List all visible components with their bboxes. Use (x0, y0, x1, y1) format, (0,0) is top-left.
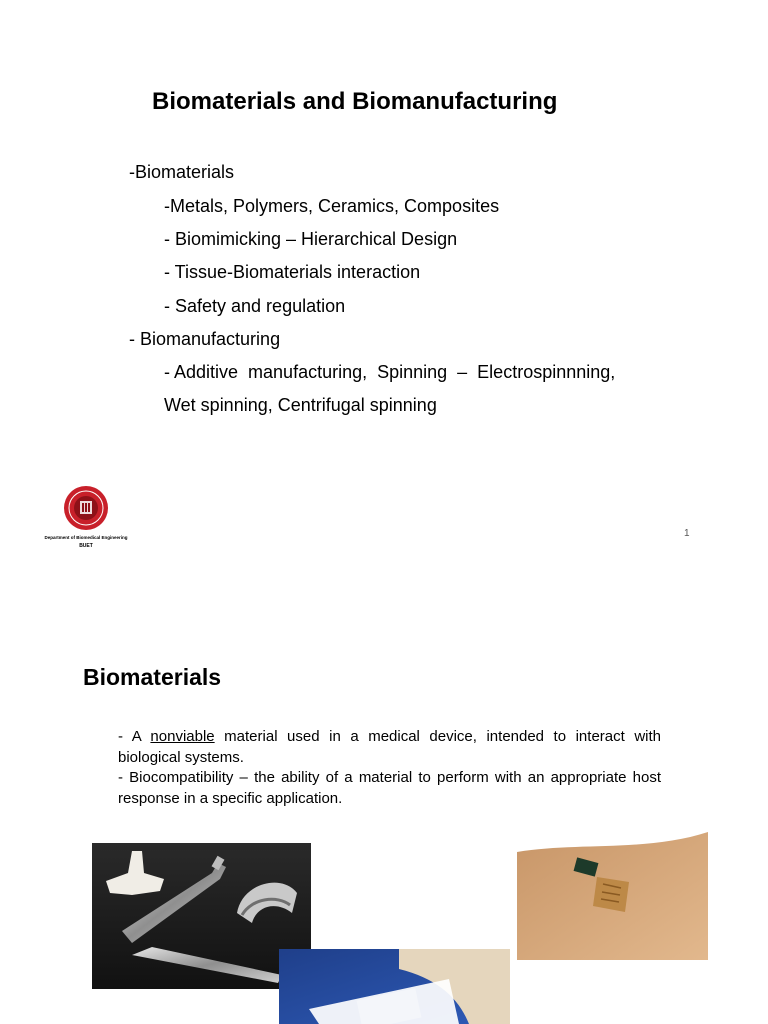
logo-department-text: Department of Biomedical Engineering (44, 535, 128, 540)
logo-buet-text: BUET (79, 543, 93, 549)
definition-paragraph (118, 726, 661, 768)
bullet-wet-spinning: Wet spinning, Centrifugal spinning (164, 395, 437, 415)
nonviable-term: nonviable (150, 728, 215, 745)
bullet-biomaterials: -Biomaterials (129, 162, 235, 182)
bullet-additive-manufacturing: - Additive manufacturing, Spinning – Electrospinnning, (164, 362, 616, 382)
definition-prefix: - A (118, 728, 151, 745)
section-title: Biomaterials (83, 664, 222, 690)
biocompatibility-paragraph: - Biocompatibility – the ability of a material to perform with an appropriate host response in a specific application. (118, 769, 661, 807)
skin-sensor-photo (517, 832, 708, 960)
bullet-safety: - Safety and regulation (164, 296, 346, 316)
dressing-photo (279, 949, 510, 1024)
bullet-biomanufacturing: - Biomanufacturing (129, 329, 281, 349)
slide-title: Biomaterials and Biomanufacturing (152, 88, 558, 115)
page-number: 1 (684, 528, 690, 539)
bullet-materials-list: -Metals, Polymers, Ceramics, Composites (164, 196, 500, 216)
definition-suffix: material used in a medical device, intended to interact with biological systems. (118, 728, 661, 766)
department-logo (34, 484, 138, 560)
bullet-biomimicking: - Biomimicking – Hierarchical Design (164, 229, 458, 249)
bullet-tissue-interaction: - Tissue-Biomaterials interaction (164, 262, 421, 282)
